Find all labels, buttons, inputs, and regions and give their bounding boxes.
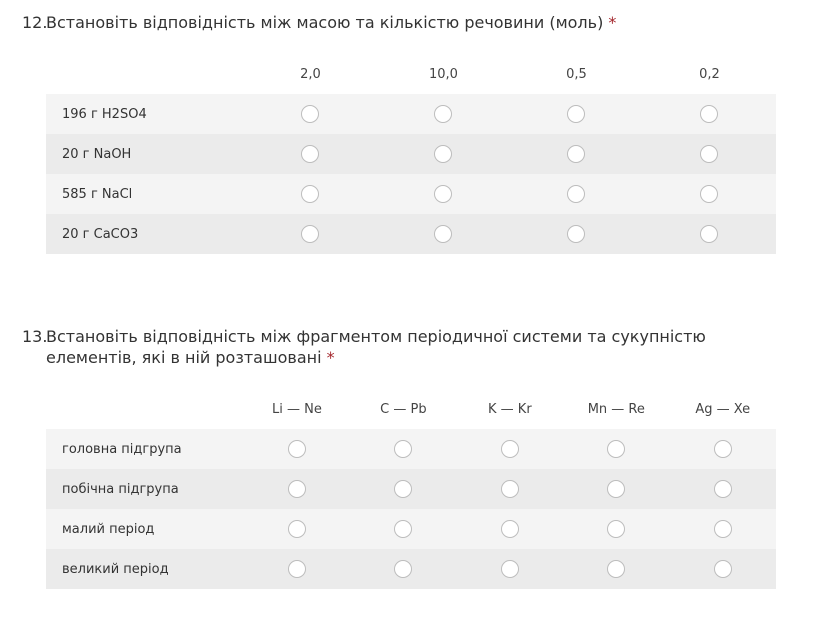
radio-cell (457, 429, 563, 469)
row-label: побічна підгрупа (62, 481, 179, 497)
radio-button[interactable] (714, 520, 732, 538)
row-label: 20 г NaOH (62, 146, 132, 162)
radio-button[interactable] (434, 185, 452, 203)
radio-cell (377, 214, 510, 254)
radio-button[interactable] (501, 440, 519, 458)
radio-cell (377, 134, 510, 174)
radio-button[interactable] (607, 480, 625, 498)
grid-row (46, 214, 776, 254)
empty-header (46, 54, 244, 94)
grid-row (46, 509, 776, 549)
radio-button[interactable] (288, 440, 306, 458)
column-header: 2,0 (300, 66, 321, 82)
row-label: 196 г H2SO4 (62, 106, 147, 122)
radio-button[interactable] (700, 105, 718, 123)
radio-cell (643, 214, 776, 254)
radio-cell (457, 549, 563, 589)
radio-button[interactable] (288, 480, 306, 498)
radio-cell (670, 509, 776, 549)
radio-button[interactable] (434, 225, 452, 243)
radio-cell (510, 134, 643, 174)
radio-button[interactable] (501, 520, 519, 538)
radio-button[interactable] (700, 185, 718, 203)
radio-button[interactable] (501, 480, 519, 498)
radio-button[interactable] (567, 185, 585, 203)
radio-cell (244, 429, 350, 469)
radio-cell (510, 214, 643, 254)
radio-button[interactable] (301, 145, 319, 163)
radio-button[interactable] (567, 105, 585, 123)
column-header: Ag — Xe (695, 401, 751, 417)
row-label: 20 г CaCO3 (62, 226, 139, 242)
radio-cell (244, 469, 350, 509)
radio-cell (350, 469, 456, 509)
radio-cell (244, 214, 377, 254)
radio-cell (563, 549, 669, 589)
radio-cell (563, 509, 669, 549)
radio-button[interactable] (501, 560, 519, 578)
radio-cell (244, 174, 377, 214)
grid-row (46, 94, 776, 134)
radio-cell (244, 549, 350, 589)
grid-row (46, 429, 776, 469)
radio-button[interactable] (434, 145, 452, 163)
radio-cell (510, 174, 643, 214)
radio-cell (377, 174, 510, 214)
radio-cell (670, 429, 776, 469)
row-label: головна підгрупа (62, 441, 182, 457)
radio-button[interactable] (607, 520, 625, 538)
question-13-grid (46, 389, 776, 589)
row-label: малий період (62, 521, 155, 537)
radio-cell (350, 549, 456, 589)
radio-button[interactable] (607, 560, 625, 578)
radio-cell (563, 429, 669, 469)
radio-button[interactable] (394, 520, 412, 538)
grid-header (46, 54, 776, 94)
radio-cell (457, 469, 563, 509)
radio-cell (670, 549, 776, 589)
radio-button[interactable] (714, 440, 732, 458)
radio-cell (377, 94, 510, 134)
question-12-title: 12. Встановіть відповідність між масою та кількістю речовини (моль) * (22, 13, 617, 32)
radio-button[interactable] (607, 440, 625, 458)
radio-button[interactable] (394, 440, 412, 458)
radio-button[interactable] (567, 145, 585, 163)
column-header: Li — Ne (272, 401, 322, 417)
radio-cell (244, 134, 377, 174)
radio-button[interactable] (434, 105, 452, 123)
radio-button[interactable] (714, 560, 732, 578)
required-asterisk: * (608, 13, 617, 32)
empty-header (46, 389, 244, 429)
column-header: 0,5 (566, 66, 587, 82)
radio-button[interactable] (567, 225, 585, 243)
radio-button[interactable] (301, 225, 319, 243)
radio-button[interactable] (288, 520, 306, 538)
radio-cell (643, 174, 776, 214)
grid-header (46, 389, 776, 429)
column-header: 10,0 (428, 66, 458, 82)
radio-button[interactable] (714, 480, 732, 498)
radio-button[interactable] (301, 185, 319, 203)
radio-cell (457, 509, 563, 549)
radio-cell (350, 429, 456, 469)
column-header: C — Pb (380, 401, 427, 417)
column-header: Mn — Re (587, 401, 645, 417)
radio-cell (350, 509, 456, 549)
radio-cell (670, 469, 776, 509)
grid-row (46, 174, 776, 214)
grid-row (46, 469, 776, 509)
column-header: K — Kr (488, 401, 532, 417)
row-label: 585 г NaCl (62, 186, 133, 202)
question-12-grid (46, 54, 776, 254)
question-13-title: 13. Встановіть відповідність між фрагментом періодичної системи та сукупністю елементів, які в ній розташовані * (22, 327, 706, 367)
radio-cell (563, 469, 669, 509)
radio-button[interactable] (700, 225, 718, 243)
radio-button[interactable] (301, 105, 319, 123)
required-asterisk: * (326, 348, 335, 367)
row-label: великий період (62, 561, 169, 577)
radio-cell (244, 94, 377, 134)
radio-cell (510, 94, 643, 134)
radio-cell (244, 509, 350, 549)
radio-button[interactable] (394, 480, 412, 498)
radio-button[interactable] (288, 560, 306, 578)
radio-cell (643, 134, 776, 174)
grid-row (46, 134, 776, 174)
radio-cell (643, 94, 776, 134)
radio-button[interactable] (394, 560, 412, 578)
radio-button[interactable] (700, 145, 718, 163)
column-header: 0,2 (699, 66, 720, 82)
grid-row (46, 549, 776, 589)
